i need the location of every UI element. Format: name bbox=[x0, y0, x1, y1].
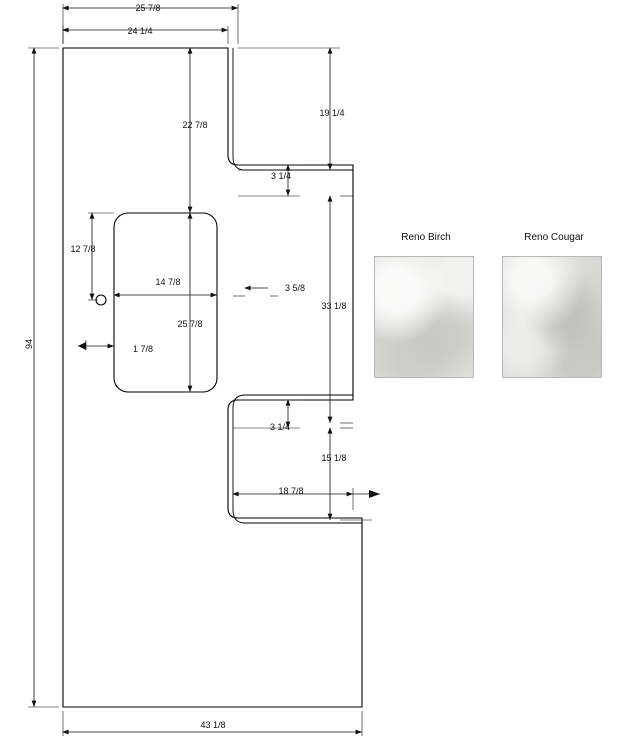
dim-vert-15-1-8: 15 1/8 bbox=[321, 453, 347, 463]
dim-horiz-1-7-8: 1 7/8 bbox=[132, 344, 154, 354]
swatch-texture-reno-cougar bbox=[503, 257, 601, 377]
swatch-label-reno-cougar: Reno Cougar bbox=[524, 232, 584, 243]
swatch-label-reno-birch: Reno Birch bbox=[401, 232, 451, 243]
dim-vert-94: 94 bbox=[24, 338, 34, 350]
dim-horiz-3-5-8: 3 5/8 bbox=[285, 283, 306, 293]
dim-top-24: 24 1/4 bbox=[127, 26, 153, 36]
dim-vert-3-1-4-lower: 3 1/4 bbox=[269, 422, 291, 432]
dim-vert-33-1-8: 33 1/8 bbox=[321, 301, 347, 311]
dim-vert-19-1-4: 19 1/4 bbox=[319, 108, 345, 118]
dim-horiz-14-7-8: 14 7/8 bbox=[155, 277, 181, 287]
dim-bottom-43-1-8: 43 1/8 bbox=[200, 720, 226, 730]
panel-cutout bbox=[114, 213, 217, 392]
dim-vert-25-7-8: 25 7/8 bbox=[177, 319, 203, 329]
dim-vert-22-7-8: 22 7/8 bbox=[182, 120, 208, 130]
swatch-reno-birch[interactable] bbox=[374, 256, 474, 378]
dim-horiz-18-7-8: 18 7/8 bbox=[278, 486, 304, 496]
swatch-texture-reno-birch bbox=[375, 257, 473, 377]
dim-vert-12-7-8: 12 7/8 bbox=[70, 244, 96, 254]
swatch-reno-cougar[interactable] bbox=[502, 256, 602, 378]
panel-outline bbox=[63, 48, 362, 707]
dim-vert-3-1-4-upper: 3 1/4 bbox=[270, 171, 292, 181]
dim-top-overall: 25 7/8 bbox=[135, 3, 161, 13]
dimension-texts bbox=[24, 3, 347, 730]
